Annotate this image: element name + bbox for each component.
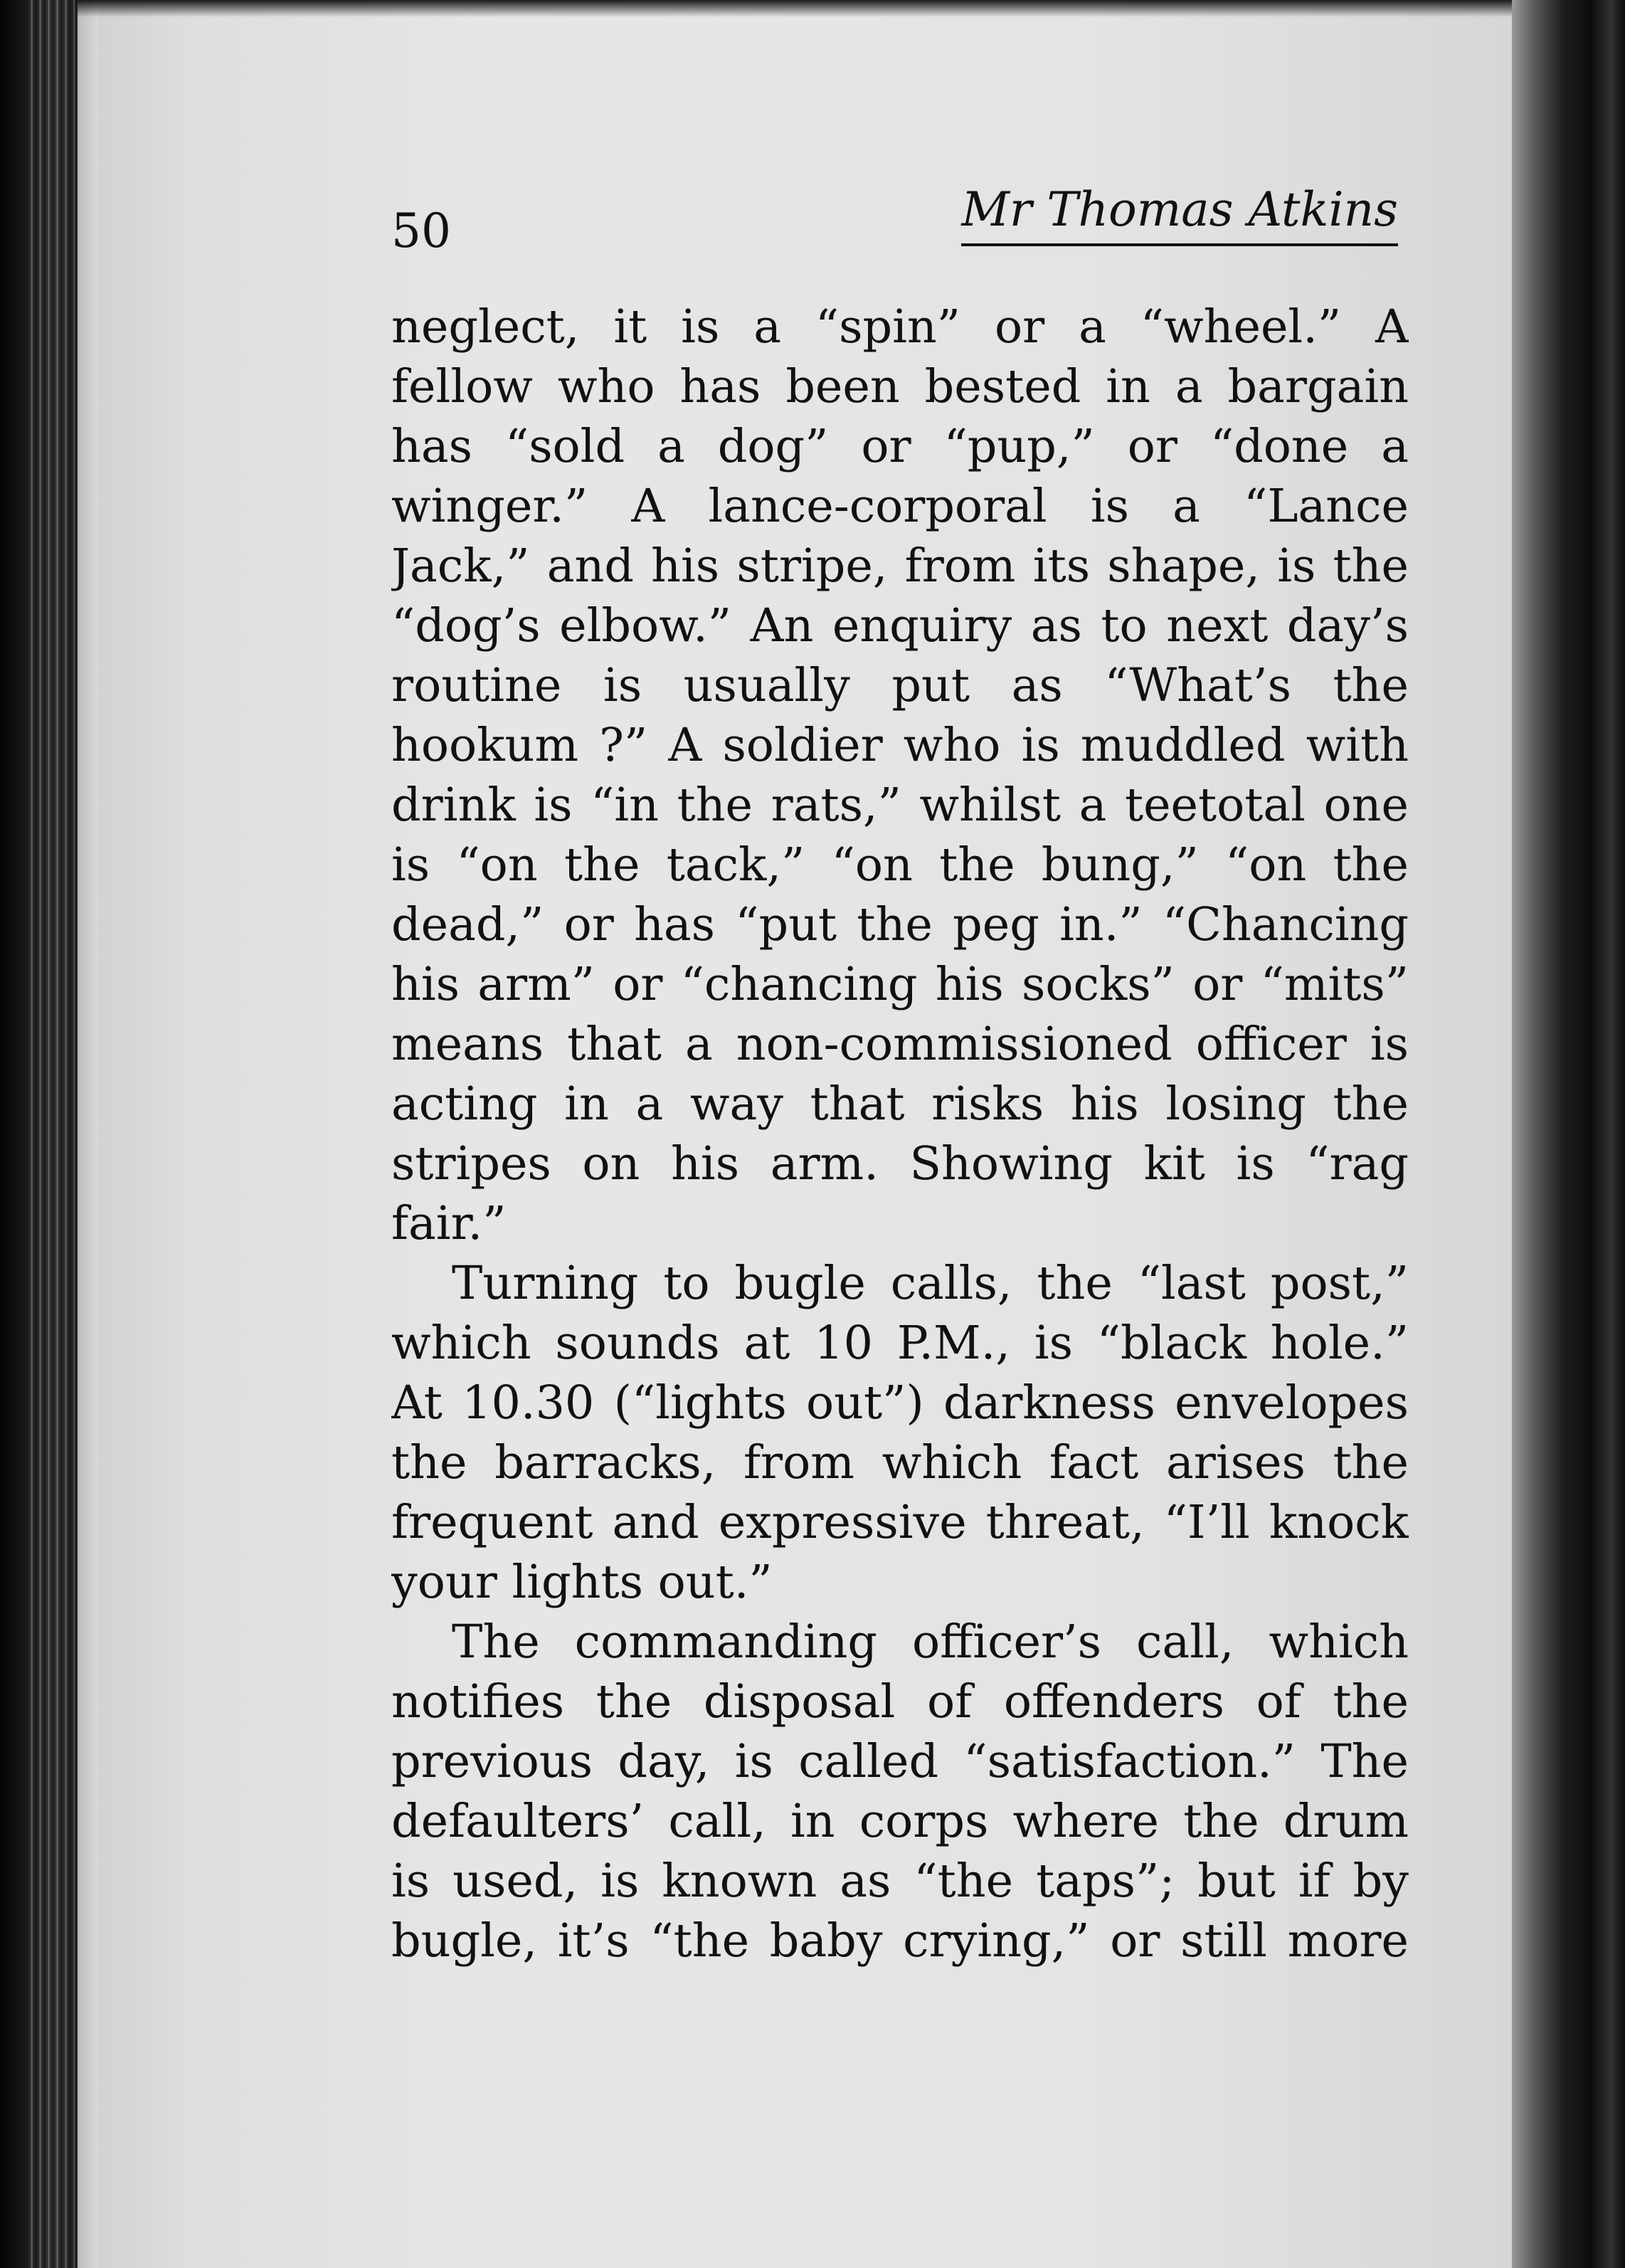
text-line: winger.” A lance-corporal is a “Lance [391, 480, 1409, 533]
text-line: his arm” or “chancing his socks” or “mits” [391, 958, 1409, 1011]
text-line: fellow who has been bested in a bargain [391, 360, 1409, 413]
text-line: drink is “in the rats,” whilst a teetotal one [391, 779, 1409, 832]
page-gutter [75, 0, 99, 2268]
text-line: routine is usually put as “What’s the [391, 659, 1409, 712]
page-edges-left [28, 0, 78, 2268]
text-line: acting in a way that risks his losing the [391, 1077, 1409, 1131]
text-line: dead,” or has “put the peg in.” “Chancing [391, 898, 1409, 951]
text-line: your lights out.” [391, 1556, 773, 1609]
page-header [391, 182, 1398, 258]
text-line: the barracks, from which fact arises the [391, 1436, 1409, 1489]
text-line: Turning to bugle calls, the “last post,” [452, 1257, 1409, 1310]
text-line: hookum ?” A soldier who is muddled with [391, 719, 1409, 772]
text-line: notifies the disposal of offenders of the [391, 1675, 1409, 1729]
text-line: bugle, it’s “the baby crying,” or still more [391, 1914, 1409, 1968]
text-line: The commanding officer’s call, which [452, 1615, 1409, 1669]
text-line: which sounds at 10 P.M., is “black hole.” [391, 1317, 1409, 1370]
top-shadow [75, 0, 1512, 17]
text-line: At 10.30 (“lights out”) darkness envelopes [391, 1376, 1409, 1430]
text-line: neglect, it is a “spin” or a “wheel.” A [391, 300, 1409, 354]
text-line: is used, is known as “the taps”; but if by [391, 1855, 1409, 1908]
text-line: is “on the tack,” “on the bung,” “on the [391, 838, 1409, 892]
body-text [391, 297, 1409, 1971]
text-line: previous day, is called “satisfaction.” The [391, 1735, 1409, 1788]
text-line: defaulters’ call, in corps where the drum [391, 1795, 1409, 1848]
text-line: stripes on his arm. Showing kit is “rag [391, 1137, 1409, 1191]
text-line: means that a non-commissioned officer is [391, 1018, 1409, 1071]
text-line: fair.” [391, 1197, 507, 1250]
book-binding-right [1512, 0, 1625, 2268]
running-head: Mr Thomas Atkins [961, 186, 1398, 246]
text-line: “dog’s elbow.” An enquiry as to next day’s [391, 599, 1409, 653]
text-line: Jack,” and his stripe, from its shape, is the [391, 539, 1409, 593]
page-number: 50 [391, 204, 451, 258]
text-line: frequent and expressive threat, “I’ll knock [391, 1496, 1409, 1549]
text-line: has “sold a dog” or “pup,” or “done a [391, 420, 1409, 473]
